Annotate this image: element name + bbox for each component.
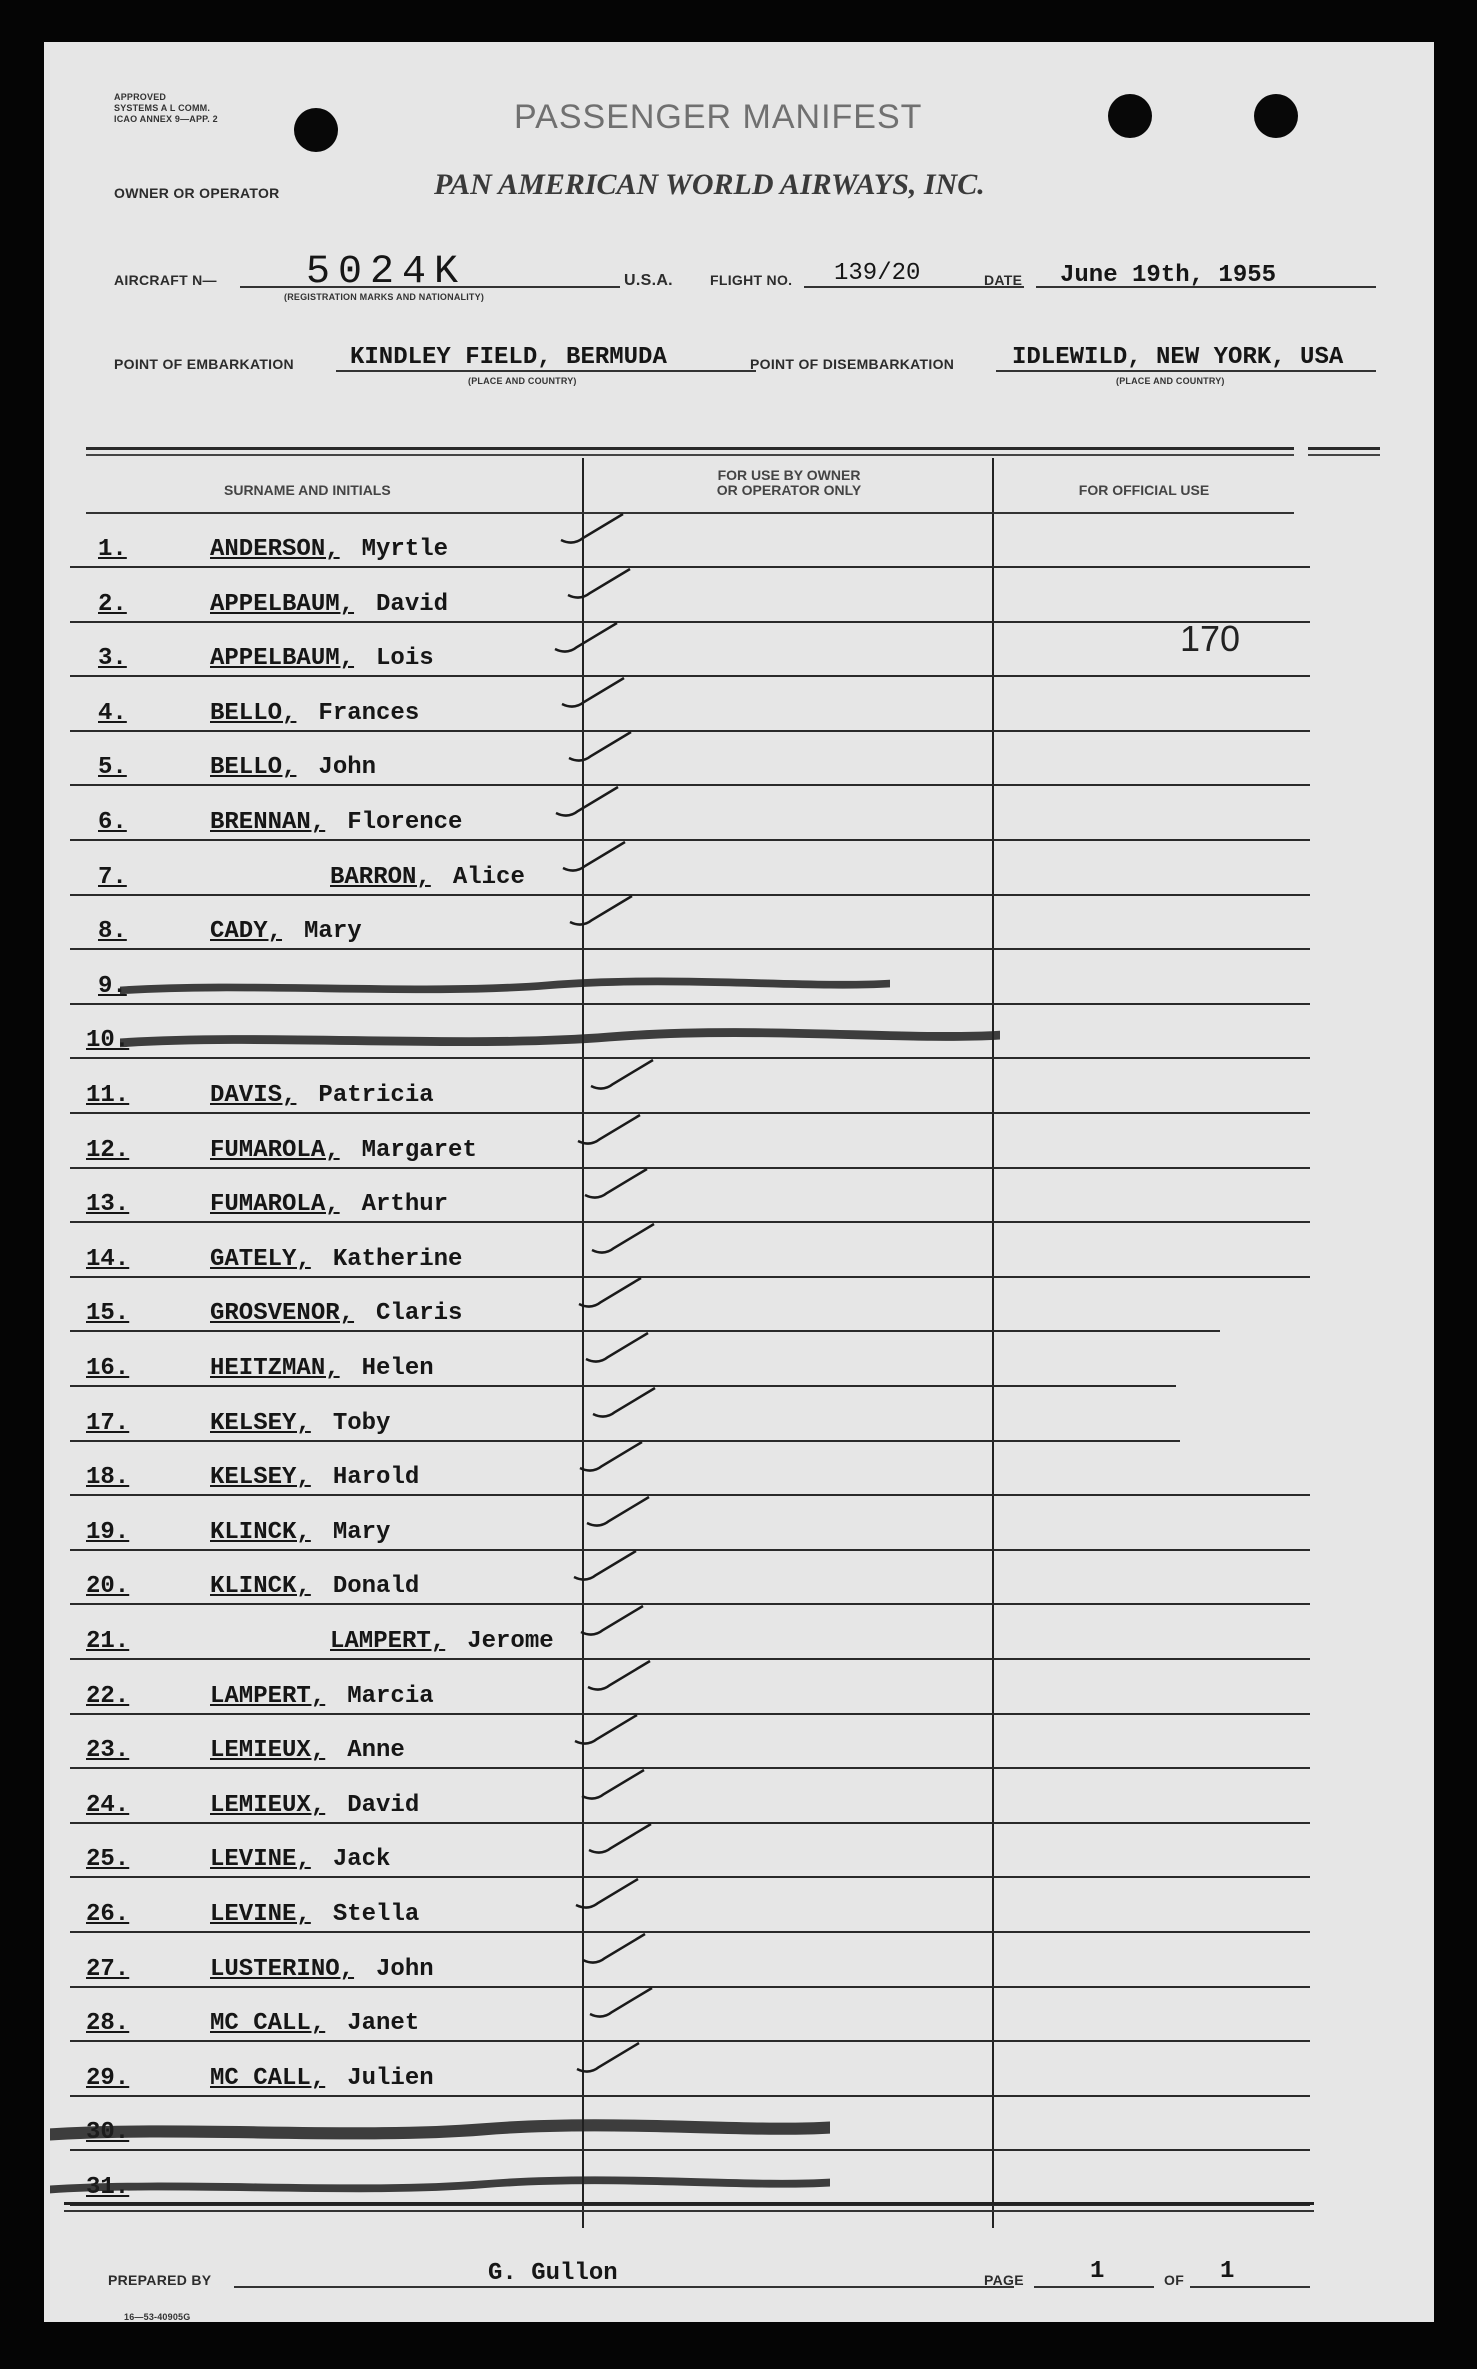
check-mark-icon	[559, 838, 629, 878]
row-rule	[70, 2040, 1310, 2042]
flight-date: June 19th, 1955	[1060, 262, 1277, 289]
passenger-surname: MC CALL,	[210, 2010, 326, 2038]
embark-note: (PLACE AND COUNTRY)	[468, 376, 577, 386]
official-note: 170	[1180, 618, 1241, 659]
passenger-name	[210, 700, 419, 727]
passenger-given-name: Arthur	[361, 1191, 449, 1219]
passenger-given-name: Alice	[452, 863, 525, 891]
passenger-row	[70, 1663, 1310, 1717]
passenger-row	[70, 789, 1310, 843]
passenger-surname: HEITZMAN,	[210, 1355, 340, 1382]
passenger-name	[210, 1737, 405, 1764]
check-mark-icon	[573, 2039, 643, 2079]
of-label: OF	[1164, 2272, 1185, 2288]
disembark-place: IDLEWILD, NEW YORK, USA	[1012, 344, 1344, 371]
flight-label: FLIGHT NO.	[710, 272, 793, 288]
check-mark-icon	[577, 1602, 647, 1642]
flight-number: 139/20	[834, 260, 921, 287]
passenger-name	[210, 1464, 419, 1491]
row-rule	[70, 1167, 1310, 1169]
passenger-surname: APPELBAUM,	[210, 590, 355, 618]
row-rule	[70, 1112, 1310, 1114]
row-number: 18.	[86, 1464, 130, 1492]
passenger-row	[70, 844, 1310, 898]
passenger-name	[210, 1355, 434, 1382]
passenger-surname: FUMAROLA,	[210, 1191, 340, 1219]
check-mark-icon	[588, 1220, 658, 1260]
row-number: 27.	[86, 1955, 130, 1983]
embark-place: KINDLEY FIELD, BERMUDA	[350, 344, 667, 371]
passenger-row	[70, 1990, 1310, 2044]
row-number: 15.	[86, 1300, 130, 1328]
passenger-name	[210, 1519, 390, 1546]
passenger-name	[210, 1191, 448, 1218]
table-bottom-rule	[64, 2202, 1314, 2205]
passenger-given-name: Jack	[332, 1846, 391, 1874]
check-mark-icon	[566, 892, 636, 932]
check-mark-icon	[582, 1329, 652, 1369]
punch-hole	[1254, 94, 1298, 138]
passenger-name	[210, 591, 448, 618]
passenger-row	[70, 734, 1310, 788]
row-number: 9.	[98, 972, 127, 1000]
passenger-name	[210, 754, 376, 781]
row-rule	[70, 1876, 1310, 1878]
passenger-name	[210, 1410, 390, 1437]
row-number: 21.	[86, 1628, 130, 1655]
passenger-name	[330, 1628, 554, 1655]
redaction-scribble	[120, 1019, 1000, 1059]
passenger-surname: CADY,	[210, 918, 283, 946]
passenger-name	[210, 2065, 434, 2092]
row-number: 12.	[86, 1136, 130, 1164]
passenger-surname: ANDERSON,	[210, 536, 340, 563]
airline-name: PAN AMERICAN WORLD AIRWAYS, INC.	[434, 168, 985, 201]
passenger-given-name: Patricia	[318, 1082, 434, 1109]
passenger-row	[70, 1390, 1310, 1444]
row-rule	[70, 1822, 1310, 1824]
row-rule	[70, 784, 1310, 786]
passenger-given-name: Janet	[347, 2010, 420, 2038]
passenger-surname: GROSVENOR,	[210, 1300, 355, 1328]
check-mark-icon	[576, 1438, 646, 1478]
passenger-given-name: Harold	[332, 1464, 420, 1492]
check-mark-icon	[557, 510, 627, 550]
passenger-name	[210, 1683, 434, 1710]
passenger-given-name: Florence	[347, 809, 463, 836]
check-mark-icon	[587, 1056, 657, 1096]
usa-label: U.S.A.	[624, 272, 673, 289]
check-mark-icon	[558, 674, 628, 714]
passenger-name	[210, 536, 448, 563]
approval-stamp: APPROVED SYSTEMS A L COMM. ICAO ANNEX 9—APP. 2	[114, 92, 218, 124]
passenger-given-name: Lois	[376, 645, 434, 673]
check-mark-icon	[584, 1657, 654, 1697]
check-mark-icon	[564, 565, 634, 605]
passenger-row	[70, 1553, 1310, 1607]
passenger-given-name: Marcia	[347, 1682, 434, 1710]
row-number: 17.	[86, 1409, 130, 1437]
passenger-surname: LEVINE,	[210, 1901, 311, 1928]
form-code: 16—53-40905G	[124, 2312, 191, 2322]
passenger-given-name: Mary	[332, 1518, 391, 1546]
passenger-row	[70, 1772, 1310, 1826]
check-mark-icon	[578, 1766, 648, 1806]
passenger-surname: LAMPERT,	[330, 1628, 446, 1655]
row-number: 14.	[86, 1245, 130, 1273]
passenger-given-name: Mary	[304, 918, 362, 946]
row-number: 25.	[86, 1846, 130, 1874]
row-number: 22.	[86, 1682, 130, 1710]
row-rule	[70, 1986, 1310, 1988]
passenger-name	[210, 2010, 419, 2037]
passenger-given-name: Margaret	[361, 1136, 477, 1164]
passenger-row	[70, 2154, 1310, 2208]
row-number: 13.	[86, 1191, 130, 1219]
row-rule	[70, 894, 1310, 896]
passenger-given-name: Katherine	[332, 1245, 463, 1273]
passenger-row	[70, 1280, 1310, 1334]
column-header-official: FOR OFFICIAL USE	[1078, 482, 1210, 498]
passenger-name	[210, 645, 434, 672]
check-mark-icon	[552, 783, 622, 823]
page-label: PAGE	[984, 2272, 1024, 2288]
row-rule	[70, 1767, 1310, 1769]
row-number: 16.	[86, 1355, 130, 1382]
passenger-surname: LUSTERINO,	[210, 1955, 355, 1983]
page-total: 1	[1220, 2258, 1235, 2285]
embark-label: POINT OF EMBARKATION	[114, 356, 294, 372]
row-rule	[70, 1003, 1310, 1005]
check-mark-icon	[570, 1547, 640, 1587]
check-mark-icon	[585, 1820, 655, 1860]
passenger-surname: BRENNAN,	[210, 809, 326, 836]
prepared-by: G. Gullon	[488, 2260, 618, 2287]
passenger-name	[210, 1246, 462, 1273]
check-mark-icon	[572, 1875, 642, 1915]
passenger-name	[210, 918, 362, 945]
page-number: 1	[1090, 2258, 1105, 2285]
passenger-given-name: Toby	[332, 1409, 391, 1437]
passenger-surname: BARRON,	[330, 863, 431, 891]
passenger-surname: KLINCK,	[210, 1518, 311, 1546]
row-number: 30.	[86, 2119, 130, 2147]
row-number: 28.	[86, 2010, 130, 2038]
passenger-surname: BELLO,	[210, 754, 297, 782]
check-mark-icon	[581, 1165, 651, 1205]
row-number: 23.	[86, 1737, 130, 1765]
passenger-row	[70, 953, 1310, 1007]
row-rule	[70, 675, 1310, 677]
passenger-surname: KELSEY,	[210, 1409, 311, 1437]
passenger-surname: FUMAROLA,	[210, 1136, 340, 1164]
prepared-label: PREPARED BY	[108, 2272, 212, 2288]
passenger-row	[70, 1226, 1310, 1280]
passenger-given-name: Helen	[361, 1355, 434, 1382]
redaction-scribble	[120, 967, 890, 1007]
passenger-surname: DAVIS,	[210, 1082, 297, 1109]
check-mark-icon	[589, 1384, 659, 1424]
passenger-surname: LAMPERT,	[210, 1682, 326, 1710]
row-rule	[70, 2095, 1310, 2097]
row-rule	[70, 730, 1310, 732]
registration-note: (REGISTRATION MARKS AND NATIONALITY)	[284, 292, 485, 302]
owner-label: OWNER OR OPERATOR	[114, 185, 280, 201]
passenger-name	[210, 1300, 462, 1327]
check-mark-icon	[571, 1711, 641, 1751]
passenger-given-name: Frances	[318, 699, 420, 727]
row-number: 5.	[98, 754, 127, 782]
table-top-rule	[86, 447, 1294, 450]
passenger-row	[70, 1335, 1310, 1389]
passenger-given-name: Julien	[347, 2064, 434, 2092]
passenger-surname: BELLO,	[210, 699, 297, 727]
passenger-row	[70, 2045, 1310, 2099]
passenger-row	[70, 680, 1310, 734]
column-header-owner: FOR USE BY OWNER OR OPERATOR ONLY	[716, 467, 862, 498]
row-number: 20.	[86, 1573, 130, 1601]
row-rule	[70, 1713, 1310, 1715]
row-rule	[70, 1931, 1310, 1933]
row-number: 11.	[86, 1082, 130, 1109]
passenger-name	[210, 1573, 419, 1600]
redaction-scribble	[50, 2166, 830, 2206]
passenger-row	[70, 571, 1310, 625]
passenger-name	[210, 809, 462, 836]
row-number: 19.	[86, 1518, 130, 1546]
passenger-given-name: Myrtle	[361, 536, 449, 563]
check-mark-icon	[574, 1111, 644, 1151]
aircraft-label: AIRCRAFT N—	[114, 272, 217, 288]
passenger-row	[70, 1936, 1310, 1990]
date-label: DATE	[984, 272, 1023, 288]
row-rule	[70, 1549, 1310, 1551]
row-number: 29.	[86, 2064, 130, 2092]
punch-hole	[1108, 94, 1152, 138]
passenger-row	[70, 2099, 1310, 2153]
manifest-page	[44, 42, 1434, 2322]
passenger-surname: LEMIEUX,	[210, 1791, 326, 1819]
check-mark-icon	[565, 728, 635, 768]
passenger-given-name: Donald	[332, 1573, 420, 1601]
row-number: 6.	[98, 809, 127, 836]
row-number: 31.	[86, 2174, 130, 2201]
row-number: 4.	[98, 699, 127, 727]
check-mark-icon	[583, 1493, 653, 1533]
passenger-name	[210, 1792, 419, 1819]
passenger-surname: GATELY,	[210, 1245, 311, 1273]
row-number: 24.	[86, 1791, 130, 1819]
row-rule	[70, 2149, 1310, 2151]
row-number: 3.	[98, 645, 127, 673]
row-number: 2.	[98, 590, 127, 618]
passenger-row	[70, 1117, 1310, 1171]
passenger-row	[70, 1608, 1310, 1662]
redaction-scribble	[50, 2111, 830, 2151]
check-mark-icon	[551, 619, 621, 659]
row-number: 8.	[98, 918, 127, 946]
check-mark-icon	[575, 1274, 645, 1314]
row-number: 10.	[86, 1027, 130, 1055]
passenger-surname: KLINCK,	[210, 1573, 311, 1601]
row-rule	[70, 1603, 1310, 1605]
row-rule	[70, 948, 1310, 950]
passenger-given-name: Stella	[332, 1901, 420, 1928]
passenger-given-name: John	[318, 754, 377, 782]
passenger-row	[70, 1444, 1310, 1498]
row-rule	[70, 1494, 1310, 1496]
passenger-row	[70, 1007, 1310, 1061]
passenger-name	[210, 1956, 434, 1983]
passenger-name	[330, 864, 525, 891]
passenger-surname: APPELBAUM,	[210, 645, 355, 673]
passenger-given-name: Jerome	[467, 1628, 554, 1655]
passenger-row	[70, 1499, 1310, 1553]
passenger-row	[70, 625, 1310, 679]
passenger-row	[70, 1062, 1310, 1116]
passenger-given-name: Claris	[376, 1300, 463, 1328]
check-mark-icon	[586, 1984, 656, 2024]
row-rule	[70, 1276, 1310, 1278]
manifest-title: PASSENGER MANIFEST	[514, 98, 923, 136]
row-rule	[70, 839, 1310, 841]
row-rule	[70, 1658, 1310, 1660]
passenger-row	[70, 1717, 1310, 1771]
passenger-row	[70, 1881, 1310, 1935]
row-rule	[70, 1221, 1310, 1223]
passenger-given-name: Anne	[347, 1737, 405, 1765]
passenger-name	[210, 1846, 390, 1873]
row-number: 26.	[86, 1901, 130, 1928]
column-header-surname: SURNAME AND INITIALS	[224, 482, 391, 498]
passenger-surname: KELSEY,	[210, 1464, 311, 1492]
passenger-surname: MC CALL,	[210, 2064, 326, 2092]
passenger-name	[210, 1137, 477, 1164]
passenger-surname: LEMIEUX,	[210, 1737, 326, 1765]
punch-hole	[294, 108, 338, 152]
passenger-given-name: John	[376, 1955, 434, 1983]
row-number: 7.	[98, 863, 127, 891]
row-number: 1.	[98, 536, 127, 563]
passenger-given-name: David	[376, 590, 449, 618]
disembark-note: (PLACE AND COUNTRY)	[1116, 376, 1225, 386]
passenger-name	[210, 1901, 419, 1928]
passenger-row	[70, 516, 1310, 570]
disembark-label: POINT OF DISEMBARKATION	[750, 356, 955, 372]
aircraft-number: 5024K	[306, 250, 467, 295]
passenger-row	[70, 1826, 1310, 1880]
row-rule	[70, 1057, 1310, 1059]
row-rule	[70, 566, 1310, 568]
passenger-surname: LEVINE,	[210, 1846, 311, 1874]
row-rule	[70, 621, 1310, 623]
passenger-name	[210, 1082, 434, 1109]
passenger-given-name: David	[347, 1791, 420, 1819]
passenger-row	[70, 898, 1310, 952]
passenger-row	[70, 1171, 1310, 1225]
check-mark-icon	[579, 1930, 649, 1970]
